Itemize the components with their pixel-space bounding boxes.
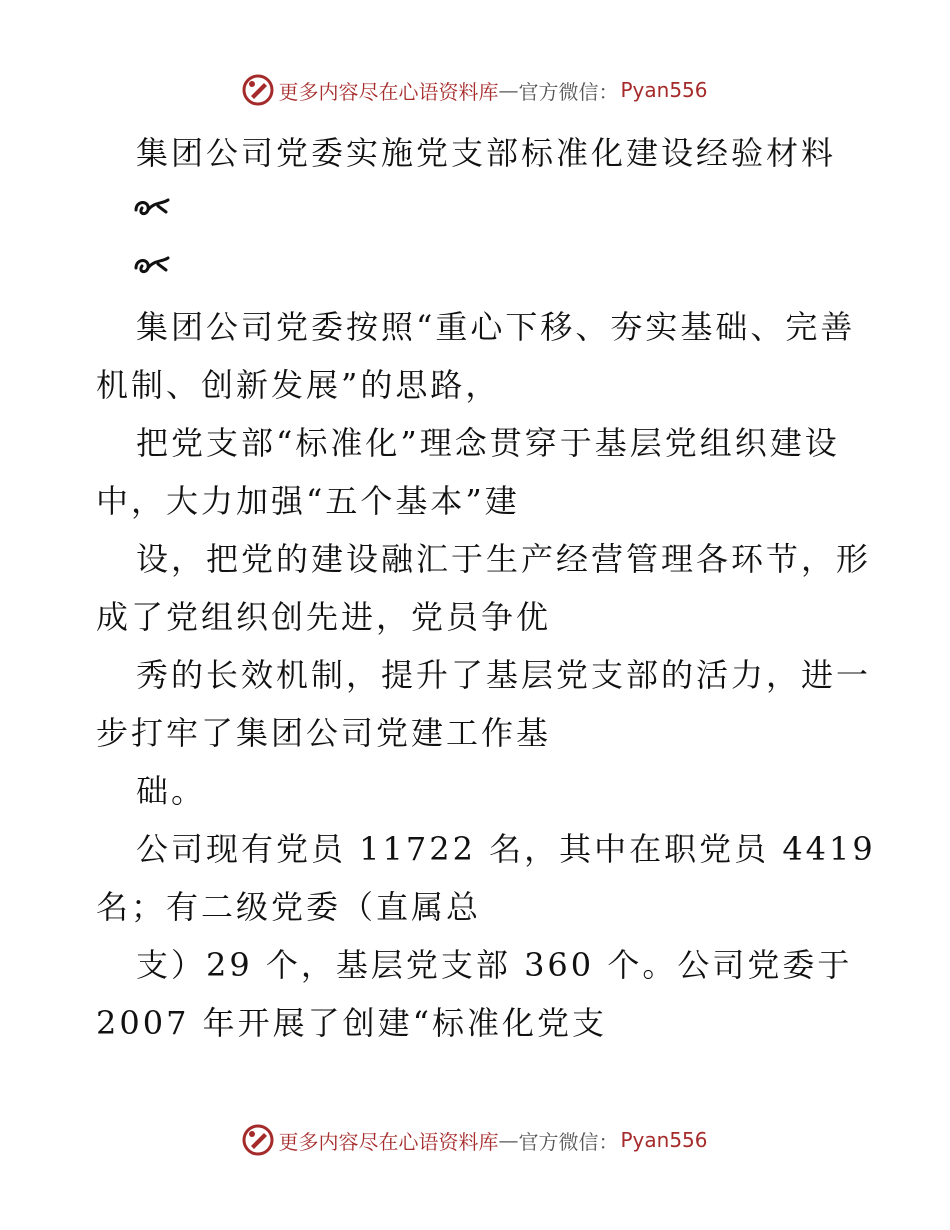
banner-dash: — bbox=[498, 78, 519, 102]
body-line: 名；有二级党委（直属总 bbox=[96, 888, 482, 926]
logo-icon bbox=[242, 1124, 274, 1156]
body-line: 2007 年开展了创建“标准化党支 bbox=[96, 1004, 607, 1042]
body-line: 公司现有党员 11722 名，其中在职党员 4419 bbox=[136, 830, 876, 868]
body-line: 把党支部“标准化”理念贯穿于基层党组织建设 bbox=[136, 424, 840, 462]
banner-main-text: 更多内容尽在心语资料库 bbox=[278, 1129, 499, 1154]
banner-wechat-handle: Pyan556 bbox=[620, 78, 708, 102]
body-line: 机制、创新发展”的思路， bbox=[96, 366, 501, 404]
logo-icon bbox=[242, 74, 274, 106]
banner-wechat-handle: Pyan556 bbox=[620, 1128, 708, 1152]
body-line: 设，把党的建设融汇于生产经营管理各环节，形 bbox=[136, 540, 872, 578]
footer-banner bbox=[0, 1124, 950, 1156]
header-banner bbox=[0, 74, 950, 106]
banner-dash: — bbox=[498, 1128, 519, 1152]
decorative-swirl-icon bbox=[132, 254, 172, 278]
body-line: 步打牢了集团公司党建工作基 bbox=[96, 714, 552, 752]
body-line: 成了党组织创先进，党员争优 bbox=[96, 598, 552, 636]
body-line: 中，大力加强“五个基本”建 bbox=[96, 482, 520, 520]
banner-main-text: 更多内容尽在心语资料库 bbox=[278, 79, 499, 104]
banner-wechat-label: 官方微信： bbox=[518, 79, 619, 104]
decorative-swirl-icon bbox=[132, 196, 172, 220]
body-line: 秀的长效机制，提升了基层党支部的活力，进一 bbox=[136, 656, 872, 694]
document-title: 集团公司党委实施党支部标准化建设经验材料 bbox=[136, 134, 837, 172]
body-line: 础。 bbox=[136, 772, 207, 810]
body-line: 集团公司党委按照“重心下移、夯实基础、完善 bbox=[136, 308, 856, 346]
banner-wechat-label: 官方微信： bbox=[518, 1129, 619, 1154]
body-line: 支）29 个，基层党支部 360 个。公司党委于 bbox=[136, 946, 853, 984]
